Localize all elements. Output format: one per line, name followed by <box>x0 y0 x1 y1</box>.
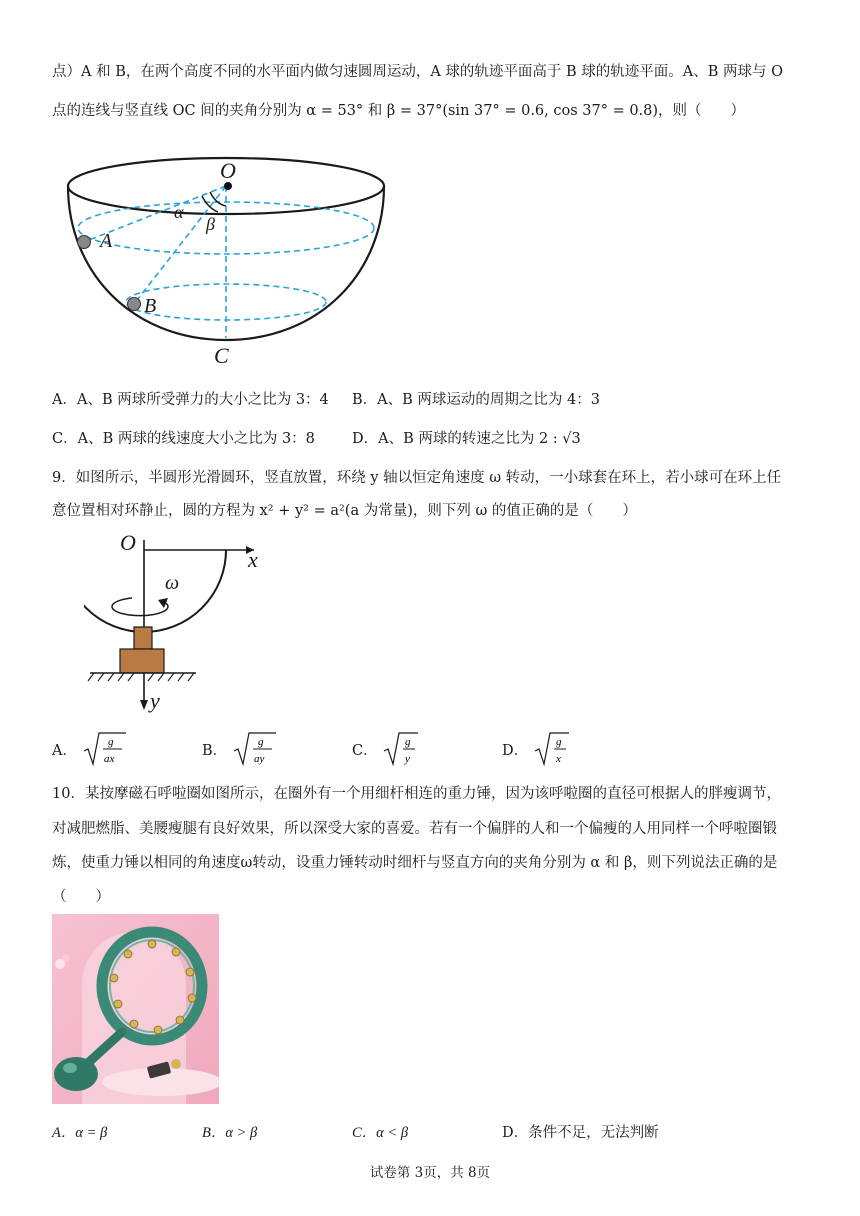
svg-text:g: g <box>257 736 264 748</box>
semicircle-ring <box>84 550 226 632</box>
svg-text:ay: ay <box>253 753 265 765</box>
label-beta: β <box>206 214 215 234</box>
label-omega: ω <box>165 572 180 594</box>
q10-text-line-3: 炼，使重力锤以相同的角速度ω转动，设重力锤转动时细杆与竖直方向的夹角分别为 α 和 β，则下列说法正确的是 <box>52 855 778 871</box>
q10-option-c[interactable]: C．α < β <box>352 1125 409 1141</box>
q9-option-b[interactable]: B． g ay <box>202 731 278 771</box>
svg-text:ax: ax <box>103 753 114 765</box>
q9-option-a[interactable]: A． g ax <box>52 731 128 771</box>
sqrt-icon <box>382 731 422 767</box>
sqrt-fraction <box>382 731 422 771</box>
sqrt-icon <box>232 731 278 767</box>
alpha-arc <box>202 196 218 212</box>
q8-text-line-2: 点的连线与竖直线 OC 间的夹角分别为 α = 53° 和 β = 37°(sin 37° = 0.6, cos 37° = 0.8)，则（ ） <box>52 103 746 119</box>
q8-option-b[interactable]: B．A、B 两球运动的周期之比为 4：3 <box>352 392 600 408</box>
q8-option-c[interactable]: C．A、B 两球的线速度大小之比为 3：8 <box>52 431 315 447</box>
label-y: y <box>150 688 160 713</box>
y-arrow-icon <box>140 700 148 710</box>
q8-text-line-1: 点）A 和 B，在两个高度不同的水平面内做匀速圆周运动，A 球的轨迹平面高于 B 球的轨迹平面。A、B 两球与 O <box>52 64 784 80</box>
ball-b <box>128 298 141 311</box>
sqrt-icon <box>82 731 128 767</box>
q10-text-line-2: 对减肥燃脂、美腰瘦腿有良好效果，所以深受大家的喜爱。若有一个偏胖的人和一个偏瘦的人用同样一个呼啦圈锻 <box>52 821 777 837</box>
q10-option-d[interactable]: D．条件不足，无法判断 <box>502 1125 659 1141</box>
label-o: O <box>220 158 236 183</box>
q8-option-d[interactable]: D．A、B 两球的转速之比为 2 : √3 <box>352 431 581 447</box>
q10-text-line-1: 10．某按摩磁石呼啦圈如图所示，在圈外有一个用细杆相连的重力锤，因为该呼啦圈的直径可根据人的胖瘦调节， <box>52 786 781 802</box>
svg-text:g: g <box>107 736 114 748</box>
q10-option-b[interactable]: B．α > β <box>202 1125 258 1141</box>
q9-text-line-2: 意位置相对环静止，圆的方程为 x² + y² = a²(a 为常量)，则下列 ω 的值正确的是（ ） <box>52 503 637 519</box>
sqrt-fraction <box>82 731 128 771</box>
label-c: C <box>214 343 229 368</box>
label-x: x <box>248 547 258 572</box>
ground-hatching <box>88 673 194 681</box>
sqrt-fraction <box>232 731 278 771</box>
q10-text-line-4: （ ） <box>52 889 110 905</box>
q8-option-a[interactable]: A．A、B 两球所受弹力的大小之比为 3：4 <box>52 392 329 408</box>
sqrt-fraction <box>533 731 573 771</box>
hula-hoop-photo <box>52 914 219 1104</box>
q9-option-d[interactable]: D． g x <box>502 731 573 771</box>
q9-text-line-1: 9．如图所示，半圆形光滑圆环，竖直放置，环绕 y 轴以恒定角速度 ω 转动，一小球套在环上，若小球可在环上任 <box>52 470 782 486</box>
label-alpha: α <box>174 202 184 222</box>
stem <box>134 627 152 649</box>
ball-a <box>78 236 91 249</box>
svg-text:x: x <box>555 753 561 765</box>
svg-text:y: y <box>405 753 411 765</box>
sqrt-icon <box>533 731 573 767</box>
page-footer: 试卷第 3页，共 8页 <box>369 1165 491 1181</box>
q10-option-a[interactable]: A．α = β <box>52 1125 108 1141</box>
label-a: A <box>100 230 113 252</box>
base-block <box>120 649 164 673</box>
svg-text:g: g <box>555 736 562 748</box>
bowl-figure <box>62 152 392 372</box>
svg-text:g: g <box>405 736 411 748</box>
label-b: B <box>144 295 157 317</box>
label-origin: O <box>120 530 136 555</box>
q9-option-c[interactable]: C． g y <box>352 731 422 771</box>
